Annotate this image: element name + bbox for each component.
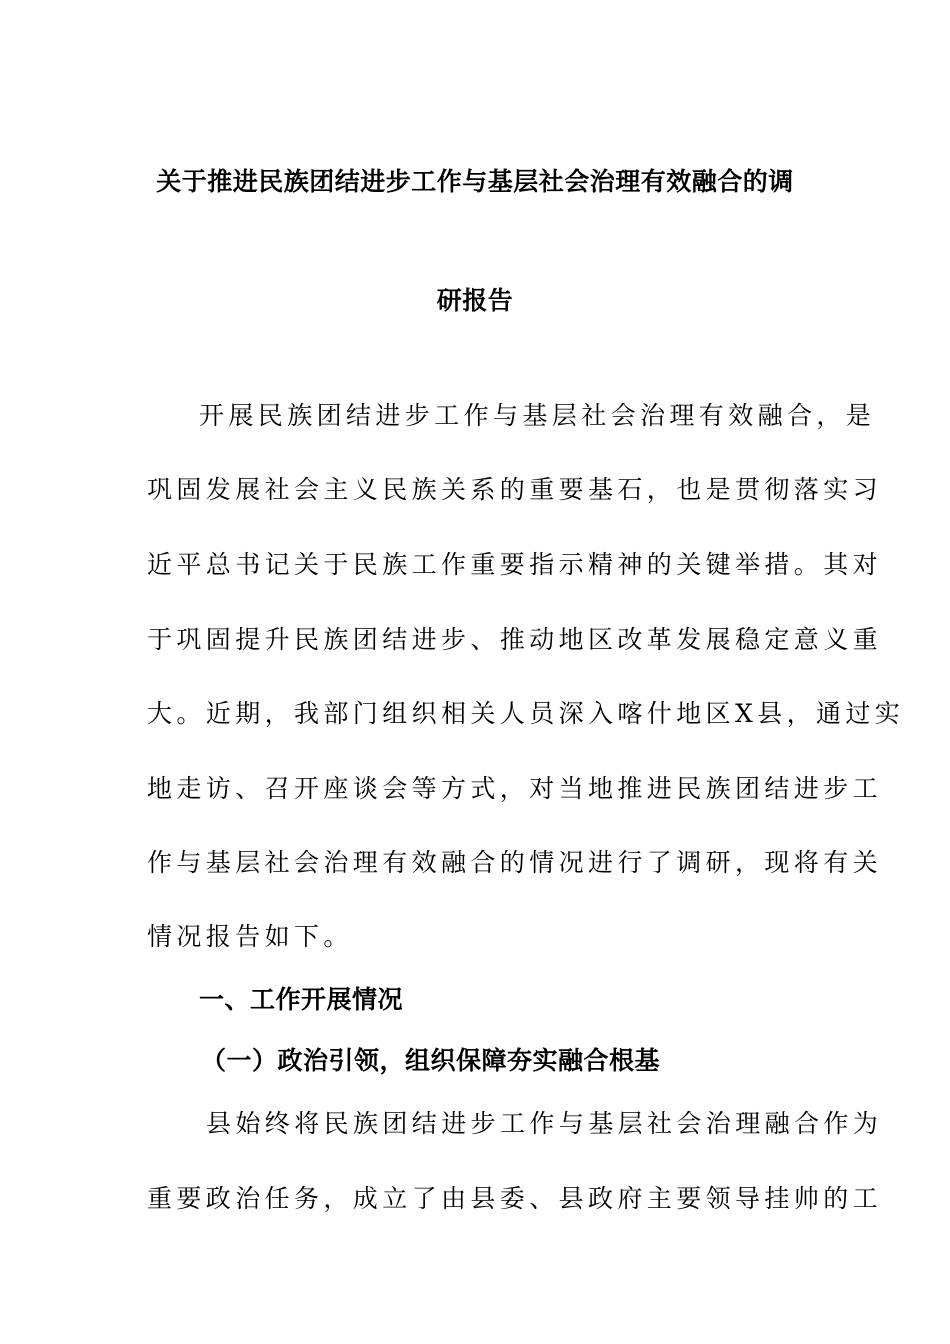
paragraph-1-line-6: 地走访、召开座谈会等方式，对当地推进民族团结进步工 (147, 774, 883, 803)
paragraph-1-line-8: 情况报告如下。 (147, 922, 353, 951)
paragraph-1-line-1: 开展民族团结进步工作与基层社会治理有效融合，是 (199, 401, 876, 430)
paragraph-2-line-2: 重要政治任务，成立了由县委、县政府主要领导挂帅的工 (147, 1184, 883, 1213)
document-title-line-2: 研报告 (436, 286, 514, 315)
section-1-heading: 一、工作开展情况 (199, 985, 404, 1014)
paragraph-1-line-7: 作与基层社会治理有效融合的情况进行了调研，现将有关 (147, 848, 883, 877)
section-1-subheading: （一）政治引领，组织保障夯实融合根基 (201, 1046, 661, 1075)
paragraph-1-line-4: 于巩固提升民族团结进步、推动地区改革发展稳定意义重 (147, 625, 883, 654)
paragraph-1-line-2: 巩固发展社会主义民族关系的重要基石，也是贯彻落实习 (147, 475, 883, 504)
paragraph-2-line-1: 县始终将民族团结进步工作与基层社会治理融合作为 (206, 1109, 883, 1138)
paragraph-1-line-5: 大。近期，我部门组织相关人员深入喀什地区X县，通过实 (147, 699, 905, 728)
document-title-line-1: 关于推进民族团结进步工作与基层社会治理有效融合的调 (156, 167, 794, 196)
paragraph-1-line-3: 近平总书记关于民族工作重要指示精神的关键举措。其对 (147, 550, 883, 579)
